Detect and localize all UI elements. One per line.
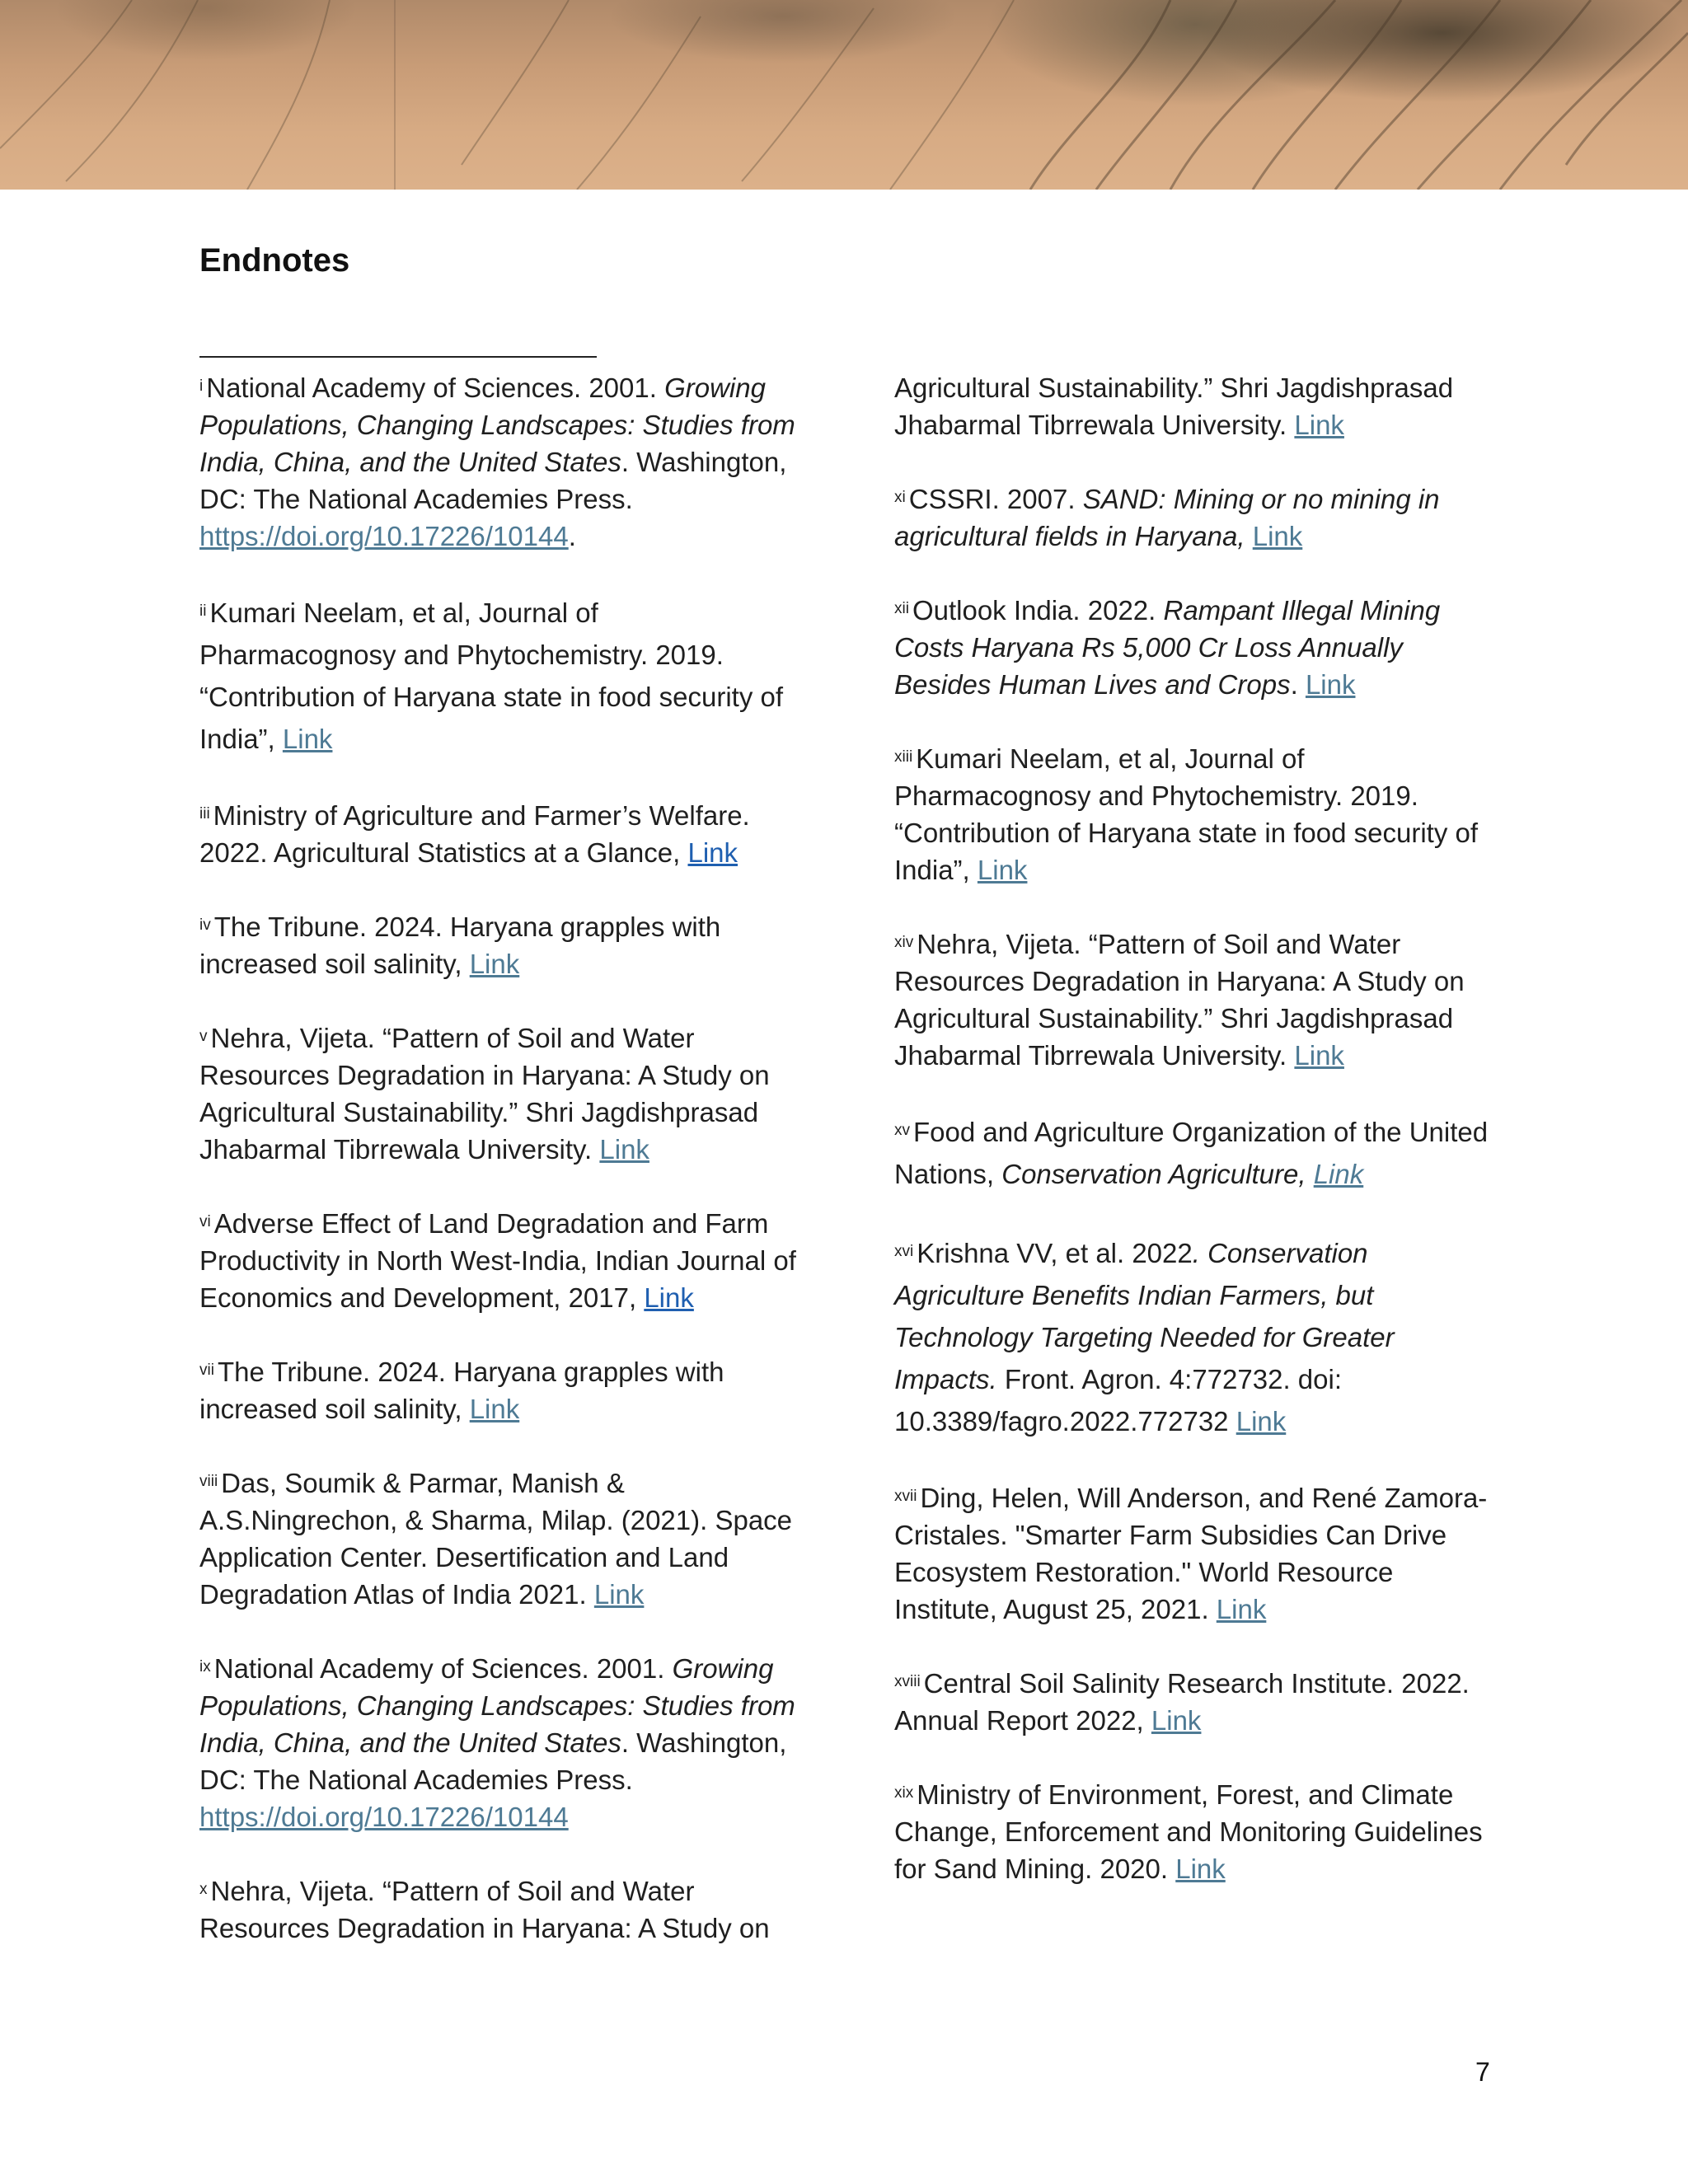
endnote-x-continued: Agricultural Sustainability.” Shri Jagdishprasad Jhabarmal Tibrrewala University. Link (894, 373, 1454, 440)
source-link[interactable]: Link (599, 1134, 649, 1165)
endnote-marker: xvi (894, 1243, 914, 1260)
endnote-marker: iv (199, 916, 211, 934)
endnote-marker: vi (199, 1213, 211, 1230)
endnote-ix: $^{ix}$ National Academy of Sciences. 2001. Growing Populations, Changing Landscapes: Studies from India, China, and the United States. Washington, DC: The National Academies Press. https://doi.org/10.17226/10144 (199, 1653, 795, 1832)
source-link[interactable]: Link (1294, 1040, 1344, 1071)
endnote-viii: $^{viii}$ Das, Soumik & Parmar, Manish & A.S.Ningrechon, & Sharma, Milap. (2021). Space Application Center. Desertification and Land Degradation Atlas of India 2021. Link (199, 1468, 793, 1610)
endnotes-right-column (894, 369, 1496, 1924)
source-link[interactable]: Link (1305, 669, 1356, 700)
source-link[interactable]: Link (469, 949, 520, 979)
endnote-marker: vii (199, 1361, 214, 1379)
source-link[interactable]: Link (1313, 1159, 1364, 1189)
endnote-xv: $^{xv}$ Food and Agriculture Organization of the United Nations, Conservation Agriculture, Link (894, 1117, 1489, 1189)
endnote-xiii: $^{xiii}$ Kumari Neelam, et al, Journal of Pharmacognosy and Phytochemistry. 2019. “Contribution of Haryana state in food security of India”, Link (894, 743, 1479, 885)
source-link[interactable]: Link (282, 724, 333, 754)
doi-link[interactable]: https://doi.org/10.17226/10144 (199, 521, 569, 551)
endnote-marker: ii (199, 602, 207, 620)
endnote-vii: $^{vii}$ The Tribune. 2024. Haryana grapples with increased soil salinity, Link (199, 1357, 724, 1424)
endnote-xvii: $^{xvii}$ Ding, Helen, Will Anderson, and René Zamora-Cristales. "Smarter Farm Subsidies Can Drive Ecosystem Restoration." World Resource Institute, August 25, 2021. Link (894, 1483, 1488, 1624)
endnote-marker: xiv (894, 934, 914, 951)
endnote-xi: $^{xi}$ CSSRI. 2007. SAND: Mining or no mining in agricultural fields in Haryana, Link (894, 484, 1440, 551)
endnote-xviii: $^{xviii}$ Central Soil Salinity Research Institute. 2022. Annual Report 2022, Link (894, 1668, 1470, 1736)
source-link[interactable]: Link (469, 1394, 520, 1424)
endnote-marker: xviii (894, 1673, 921, 1690)
endnote-ii: $^{ii}$ Kumari Neelam, et al, Journal of Pharmacognosy and Phytochemistry. 2019. “Contribution of Haryana state in food security of India”, Link (199, 598, 784, 754)
endnote-marker: xix (894, 1784, 914, 1802)
endnote-marker: v (199, 1028, 208, 1045)
source-link[interactable]: Link (1294, 410, 1344, 440)
endnote-xii: $^{xii}$ Outlook India. 2022. Rampant Illegal Mining Costs Haryana Rs 5,000 Cr Loss Annually Besides Human Lives and Crops. Link (894, 595, 1441, 700)
endnote-iii: $^{iii}$ Ministry of Agriculture and Farmer’s Welfare. 2022. Agricultural Statistics at a Glance, Link (199, 800, 750, 868)
endnote-marker: viii (199, 1473, 218, 1490)
source-link[interactable]: Link (1216, 1594, 1267, 1624)
endnote-marker: xv (894, 1122, 910, 1139)
endnote-i: $^i$ National Academy of Sciences. 2001. Growing Populations, Changing Landscapes: Studies from India, China, and the United States. Washington, DC: The National Academies Press. https://doi.org/10.17226/10144. (199, 373, 795, 551)
endnote-xiv: $^{xiv}$ Nehra, Vijeta. “Pattern of Soil and Water Resources Degradation in Haryana: A Study on Agricultural Sustainability.” Shri Jagdishprasad Jhabarmal Tibrrewala University. Link (894, 929, 1465, 1071)
endnotes-divider (199, 356, 597, 358)
page-number: 7 (1475, 2057, 1490, 2087)
endnote-marker: xiii (894, 748, 913, 766)
header-photo-banner (0, 0, 1688, 190)
source-link[interactable]: Link (1175, 1854, 1226, 1884)
source-link[interactable]: Link (593, 1579, 645, 1610)
endnote-x: $^x$ Nehra, Vijeta. “Pattern of Soil and Water Resources Degradation in Haryana: A Study on (199, 1876, 770, 1943)
doi-link[interactable]: https://doi.org/10.17226/10144 (199, 1802, 569, 1832)
endnote-vi: $^{vi}$ Adverse Effect of Land Degradation and Farm Productivity in North West-India, Indian Journal of Economics and Development, 2017, Link (199, 1208, 796, 1313)
source-link[interactable]: Link (687, 837, 738, 868)
endnote-xix: $^{xix}$ Ministry of Environment, Forest, and Climate Change, Enforcement and Monitoring Guidelines for Sand Mining. 2020. Link (894, 1779, 1483, 1884)
endnote-xvi: $^{xvi}$ Krishna VV, et al. 2022. Conservation Agriculture Benefits Indian Farmers, but Technology Targeting Needed for Greater Impacts. Front. Agron. 4:772732. doi: 10.3389/fagro.2022.772732 Link (894, 1238, 1395, 1436)
endnote-marker: xi (894, 489, 906, 506)
endnote-marker: ix (199, 1658, 211, 1675)
source-link[interactable]: Link (1252, 521, 1303, 551)
endnote-marker: i (199, 377, 204, 395)
page-title: Endnotes (199, 242, 350, 279)
source-link[interactable]: Link (644, 1282, 694, 1313)
source-link[interactable]: Link (1236, 1406, 1287, 1436)
endnote-marker: xvii (894, 1488, 917, 1505)
endnote-marker: iii (199, 805, 210, 823)
endnote-iv: $^{iv}$ The Tribune. 2024. Haryana grapples with increased soil salinity, Link (199, 912, 721, 979)
grass-shadow-graphic (0, 0, 1688, 190)
endnote-marker: xii (894, 600, 909, 617)
source-link[interactable]: Link (1151, 1705, 1202, 1736)
endnotes-left-column (199, 369, 801, 1984)
endnote-v: $^v$ Nehra, Vijeta. “Pattern of Soil and Water Resources Degradation in Haryana: A Study on Agricultural Sustainability.” Shri Jagdishprasad Jhabarmal Tibrrewala University. Link (199, 1023, 770, 1165)
endnote-marker: x (199, 1881, 208, 1898)
source-link[interactable]: Link (977, 855, 1028, 885)
